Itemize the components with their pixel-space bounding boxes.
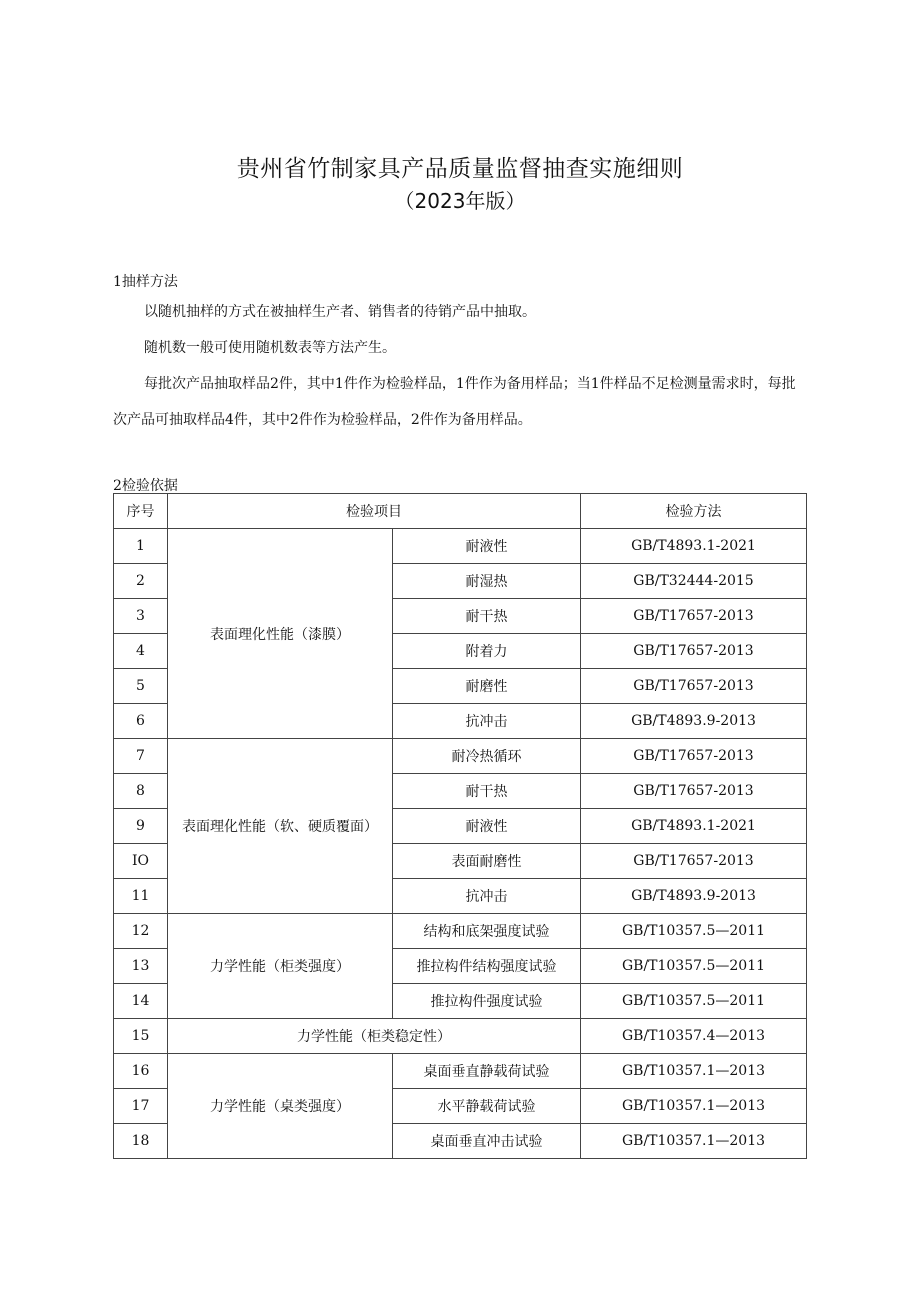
paragraph-sampling-3: 每批次产品抽取样品2件，其中1件作为检验样品，1件作为备用样品；当1件样品不足检测量需求时，每批次产品可抽取样品4件，其中2件作为检验样品，2件作为备用样品。 [113,376,796,428]
table-row [114,529,807,564]
section-heading-sampling: 1抽样方法 [113,274,178,290]
row-number: 12 [114,914,168,949]
document-title: 贵州省竹制家具产品质量监督抽查实施细则 [236,156,684,182]
table-header-row [114,494,807,529]
row-number: IO [114,844,168,879]
item-cell: 推拉构件强度试验 [393,984,581,1019]
row-number: 17 [114,1089,168,1124]
item-cell: 耐干热 [393,774,581,809]
method-cell: GB/T17657-2013 [581,844,807,879]
method-cell: GB/T17657-2013 [581,634,807,669]
table-row [114,1054,807,1089]
category-cell: 表面理化性能（漆膜） [168,529,393,739]
row-number: 14 [114,984,168,1019]
row-number: 18 [114,1124,168,1159]
table-row [114,739,807,774]
paragraph-sampling-1: 以随机抽样的方式在被抽样生产者、销售者的待销产品中抽取。 [144,304,536,320]
section-heading-basis: 2检验依据 [113,478,178,494]
row-number: 11 [114,879,168,914]
table-row [114,914,807,949]
paragraph-sampling-2: 随机数一般可使用随机数表等方法产生。 [144,340,396,356]
header-item: 检验项目 [168,494,581,529]
row-number: 9 [114,809,168,844]
item-cell: 耐湿热 [393,564,581,599]
category-cell: 力学性能（桌类强度） [168,1054,393,1159]
item-cell: 附着力 [393,634,581,669]
item-cell: 推拉构件结构强度试验 [393,949,581,984]
method-cell: GB/T17657-2013 [581,669,807,704]
method-cell: GB/T10357.1—2013 [581,1124,807,1159]
item-cell: 桌面垂直冲击试验 [393,1124,581,1159]
row-number: 4 [114,634,168,669]
category-cell: 力学性能（柜类强度） [168,914,393,1019]
header-no: 序号 [114,494,168,529]
table-row [114,1019,807,1054]
row-number: 15 [114,1019,168,1054]
row-number: 2 [114,564,168,599]
item-cell: 耐干热 [393,599,581,634]
category-cell: 力学性能（柜类稳定性） [168,1019,581,1054]
method-cell: GB/T17657-2013 [581,599,807,634]
row-number: 7 [114,739,168,774]
document-subtitle: （2023年版） [394,189,526,213]
item-cell: 结构和底架强度试验 [393,914,581,949]
row-number: 13 [114,949,168,984]
item-cell: 耐液性 [393,529,581,564]
row-number: 1 [114,529,168,564]
method-cell: GB/T32444-2015 [581,564,807,599]
method-cell: GB/T4893.9-2013 [581,704,807,739]
header-method: 检验方法 [581,494,807,529]
method-cell: GB/T10357.4—2013 [581,1019,807,1054]
method-cell: GB/T4893.9-2013 [581,879,807,914]
row-number: 16 [114,1054,168,1089]
method-cell: GB/T17657-2013 [581,774,807,809]
item-cell: 抗冲击 [393,704,581,739]
row-number: 3 [114,599,168,634]
category-cell: 表面理化性能（软、硬质覆面） [168,739,393,914]
method-cell: GB/T10357.5—2011 [581,984,807,1019]
method-cell: GB/T10357.1—2013 [581,1089,807,1124]
method-cell: GB/T4893.1-2021 [581,529,807,564]
method-cell: GB/T10357.5—2011 [581,914,807,949]
row-number: 8 [114,774,168,809]
method-cell: GB/T10357.5—2011 [581,949,807,984]
item-cell: 耐冷热循环 [393,739,581,774]
row-number: 5 [114,669,168,704]
item-cell: 水平静载荷试验 [393,1089,581,1124]
item-cell: 耐液性 [393,809,581,844]
method-cell: GB/T4893.1-2021 [581,809,807,844]
inspection-table [113,493,807,1159]
row-number: 6 [114,704,168,739]
method-cell: GB/T17657-2013 [581,739,807,774]
item-cell: 抗冲击 [393,879,581,914]
item-cell: 耐磨性 [393,669,581,704]
method-cell: GB/T10357.1—2013 [581,1054,807,1089]
item-cell: 桌面垂直静载荷试验 [393,1054,581,1089]
item-cell: 表面耐磨性 [393,844,581,879]
